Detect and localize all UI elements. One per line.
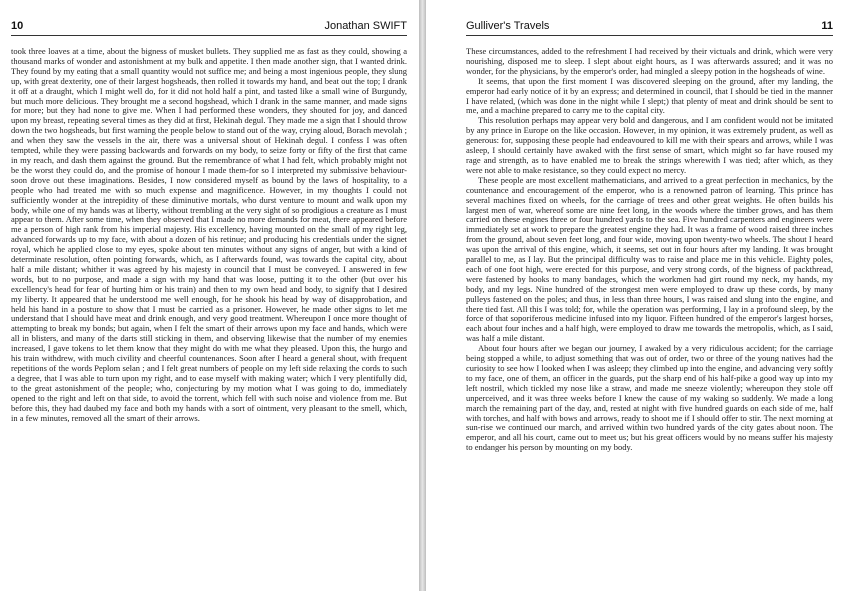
left-page-body [11,47,407,423]
right-page-body [466,47,833,453]
paragraph: These circumstances, added to the refreshment I had received by their victuals and drink, which were very nourishing, disposed me to sleep. I slept about eight hours, as I was afterwards assured; and it was no wonder, for the physicians, by the emperor's order, had mingled a sleepy potion in the hogsheads of wine. [466,46,833,76]
running-title-right: Gulliver's Travels [466,20,550,32]
paragraph: This resolution perhaps may appear very bold and dangerous, and I am confident would not be imitated by any prince in Europe on the like occasion. However, in my opinion, it was extremely prudent, as well as generous: for, supposing these people had endeavoured to kill me with their spears and arrows, while I was asleep, I should certainly have awaked with the first sense of smart, which might so far have roused my rage and strength, as to have enabled me to break the strings wherewith I was tied; after which, as they were not able to make resistance, so they could expect no mercy. [466,115,833,175]
right-page [426,0,845,591]
left-page [0,0,419,591]
running-head-left [11,0,407,36]
paragraph: took three loaves at a time, about the bigness of musket bullets. They supplied me as fast as they could, showing a thousand marks of wonder and astonishment at my bulk and appetite. I then made another sign, that I wanted drink. They found by my eating that a small quantity would not suffice me; and being a most ingenious people, they slung up, with great dexterity, one of their largest hogsheads, then rolled it towards my hand, and beat out the top; I drank it off at a draught, which I might well do, for it did not hold half a pint, and tasted like a small wine of Burgundy, but much more delicious. They brought me a second hogshead, which I drank in the same manner, and made signs for more; but they had none to give me. When I had performed these wonders, they shouted for joy, and danced upon my breast, repeating several times as they did at first, Hekinah degul. They made me a sign that I should throw down the two hogsheads, but first warning the people below to stand out of the way, crying aloud, Borach mevolah ; and when they saw the vessels in the air, there was a universal shout of Hekinah degul. I confess I was often tempted, while they were passing backwards and forwards on my body, to seize forty or fifty of the first that came in my reach, and dash them against the ground. But the remembrance of what I had felt, which probably might not be the worst they could do, and the promise of honour I made them-for so I interpreted my submissive behaviour-soon drove out these imaginations. Besides, I now considered myself as bound by the laws of hospitality, to a people who had treated me with so much expense and magnificence. However, in my thoughts I could not sufficiently wonder at the intrepidity of these diminutive mortals, who durst venture to mount and walk upon my body, while one of my hands was at liberty, without trembling at the very sight of so prodigious a creature as I must appear to them. After some time, when they observed that I made no more demands for meat, there appeared before me a person of high rank from his imperial majesty. His excellency, having mounted on the small of my right leg, advanced forwards up to my face, with about a dozen of his retinue; and producing his credentials under the signet royal, which he applied close to my eyes, spoke about ten minutes without any signs of anger, but with a kind of determinate resolution, often pointing forwards, which, as I afterwards found, was towards the capital city, about half a mile distant; whither it was agreed by his majesty in council that I must be conveyed. I answered in few words, but to no purpose, and made a sign with my hand that was loose, putting it to the other (but over his excellency's head for fear of hurting him or his train) and then to my own head and body, to signify that I desired my liberty. It appeared that he understood me well enough, for he shook his head by way of disapprobation, and held his hand in a posture to show that I must be carried as a prisoner. However, he made other signs to let me understand that I should have meat and drink enough, and very good treatment. Whereupon I once more thought of attempting to break my bonds; but again, when I felt the smart of their arrows upon my face and hands, which were all in blisters, and many of the darts still sticking in them, and observing likewise that the number of my enemies increased, I gave tokens to let them know that they might do with me what they pleased. Upon this, the hurgo and his train withdrew, with much civility and cheerful countenances. Soon after I heard a general shout, with frequent repetitions of the words Peplom selan ; and I felt great numbers of people on my left side relaxing the cords to such a degree, that I was able to turn upon my right, and to ease myself with making water; which I very plentifully did, to the great astonishment of the people; who, conjecturing by my motion what I was going to do, immediately opened to the right and left on that side, to avoid the torrent, which fell with such noise and violence from me. But before this, they had daubed my face and both my hands with a sort of ointment, very pleasant to the smell, which, in a few minutes, removed all the smart of their arrows. [11,46,407,423]
running-head-right [466,0,833,36]
page-number-left: 10 [11,20,24,32]
paragraph: About four hours after we began our journey, I awaked by a very ridiculous accident; for the carriage being stopped a while, to adjust something that was out of order, two or three of the young natives had the curiosity to see how I looked when I was asleep; they climbed up into the engine, and advancing very softly to my face, one of them, an officer in the guards, put the sharp end of his half-pike a good way up into my left nostril, which tickled my nose like a straw, and made me sneeze violently; whereupon they stole off unperceived, and it was three weeks before I knew the cause of my waking so suddenly. We made a long march the remaining part of the day, and, rested at night with five hundred guards on each side of me, half with torches, and half with bows and arrows, ready to shoot me if I should offer to stir. The next morning at sun-rise we continued our march, and arrived within two hundred yards of the city gates about noon. The emperor, and all his court, came out to meet us; but his great officers would by no means suffer his majesty to endanger his person by mounting on my body. [466,343,833,453]
running-title-left: Jonathan SWIFT [324,20,407,32]
paragraph: These people are most excellent mathematicians, and arrived to a great perfection in mechanics, by the countenance and encouragement of the emperor, who is a renowned patron of learning. This prince has several machines fixed on wheels, for the carriage of trees and other great weights. He often builds his largest men of war, whereof some are nine feet long, in the woods where the timber grows, and has them carried on these engines three or four hundred yards to the sea. Five hundred carpenters and engineers were immediately set at work to prepare the greatest engine they had. It was a frame of wood raised three inches from the ground, about seven feet long, and four wide, moving upon twenty-two wheels. The shout I heard was upon the arrival of this engine, which, it seems, set out in four hours after my landing. It was brought parallel to me, as I lay. But the principal difficulty was to raise and place me in this vehicle. Eighty poles, each of one foot high, were erected for this purpose, and very strong cords, of the bigness of packthread, were fastened by hooks to many bandages, which the workmen had girt round my neck, my hands, my body, and my legs. Nine hundred of the strongest men were employed to draw up these cords, by many pulleys fastened on the poles; and thus, in less than three hours, I was raised and slung into the engine, and there tied fast. All this I was told; for, while the operation was performing, I lay in a profound sleep, by the force of that soporiferous medicine infused into my liquor. Fifteen hundred of the emperor's largest horses, each about four inches and a half high, were employed to draw me towards the metropolis, which, as I said, was half a mile distant. [466,174,833,344]
paragraph: It seems, that upon the first moment I was discovered sleeping on the ground, after my landing, the emperor had early notice of it by an express; and determined in council, that I should be tied in the manner I have related, (which was done in the night while I slept;) that plenty of meat and drink should be sent to me, and a machine prepared to carry me to the capital city. [466,75,833,116]
book-gutter [419,0,426,591]
page-number-right: 11 [821,20,833,32]
